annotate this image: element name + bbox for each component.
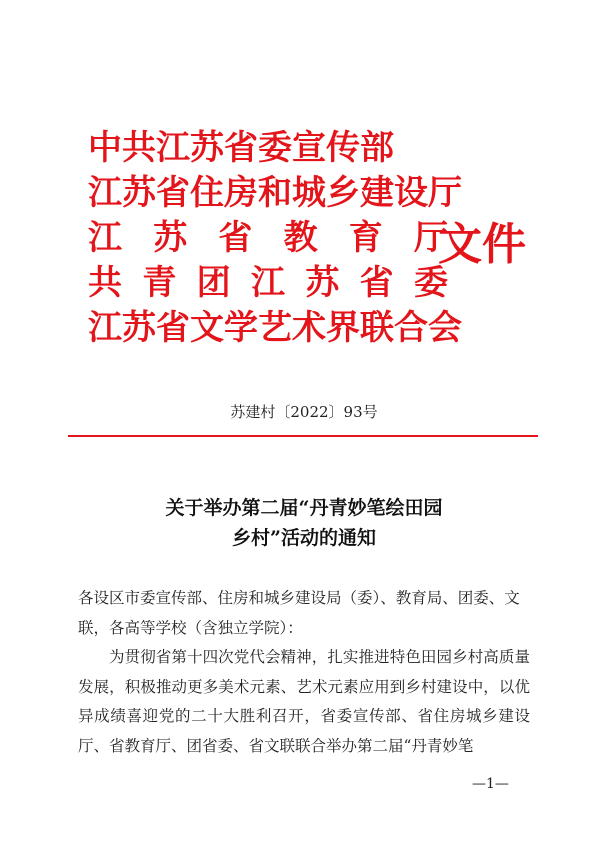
issuer-housing-department: 江苏省住房和城乡建设厅 <box>88 173 462 213</box>
issuer-char: 委 <box>413 263 448 303</box>
document-suffix: 文件 <box>438 219 526 270</box>
issuer-char: 教 <box>283 218 318 258</box>
issuer-propaganda-department: 中共江苏省委宣传部 <box>88 128 394 168</box>
issuer-char: 江 <box>250 263 285 303</box>
issuing-authorities <box>88 128 462 353</box>
issuer-char: 青 <box>142 263 177 303</box>
document-title <box>0 493 608 553</box>
red-divider <box>68 435 538 437</box>
document-number: 苏建村〔2022〕93号 <box>230 403 378 421</box>
page-number: —1— <box>472 776 509 792</box>
issuer-youth-league <box>88 263 448 308</box>
title-line-2: 乡村”活动的通知 <box>232 527 376 549</box>
issuer-education-department <box>88 218 448 263</box>
issuer-char: 育 <box>348 218 383 258</box>
title-line-1: 关于举办第二届“丹青妙笔绘田园 <box>165 497 443 519</box>
issuer-char: 共 <box>88 263 122 303</box>
body-paragraph: 为贯彻省第十四次党代会精神，扎实推进特色田园乡村高质量发展，积极推动更多美术元素、艺术元素应用到乡村建设中，以优异成绩喜迎党的二十大胜利召开，省委宣传部、省住房城乡建设厅、省教育厅、团省委、省文联联合举办第二届“丹青妙笔 <box>78 648 530 755</box>
issuer-char: 苏 <box>305 263 340 303</box>
issuer-char: 江 <box>88 218 122 258</box>
issuer-literature-art-federation: 江苏省文学艺术界联合会 <box>88 308 462 348</box>
issuer-char: 团 <box>196 263 231 303</box>
issuer-char: 省 <box>359 263 394 303</box>
issuer-char: 省 <box>218 218 253 258</box>
issuer-char: 厅 <box>413 218 448 258</box>
issuer-char: 苏 <box>153 218 188 258</box>
addressee: 各设区市委宣传部、住房和城乡建设局（委）、教育局、团委、文联，各高等学校（含独立学院）： <box>78 589 520 637</box>
